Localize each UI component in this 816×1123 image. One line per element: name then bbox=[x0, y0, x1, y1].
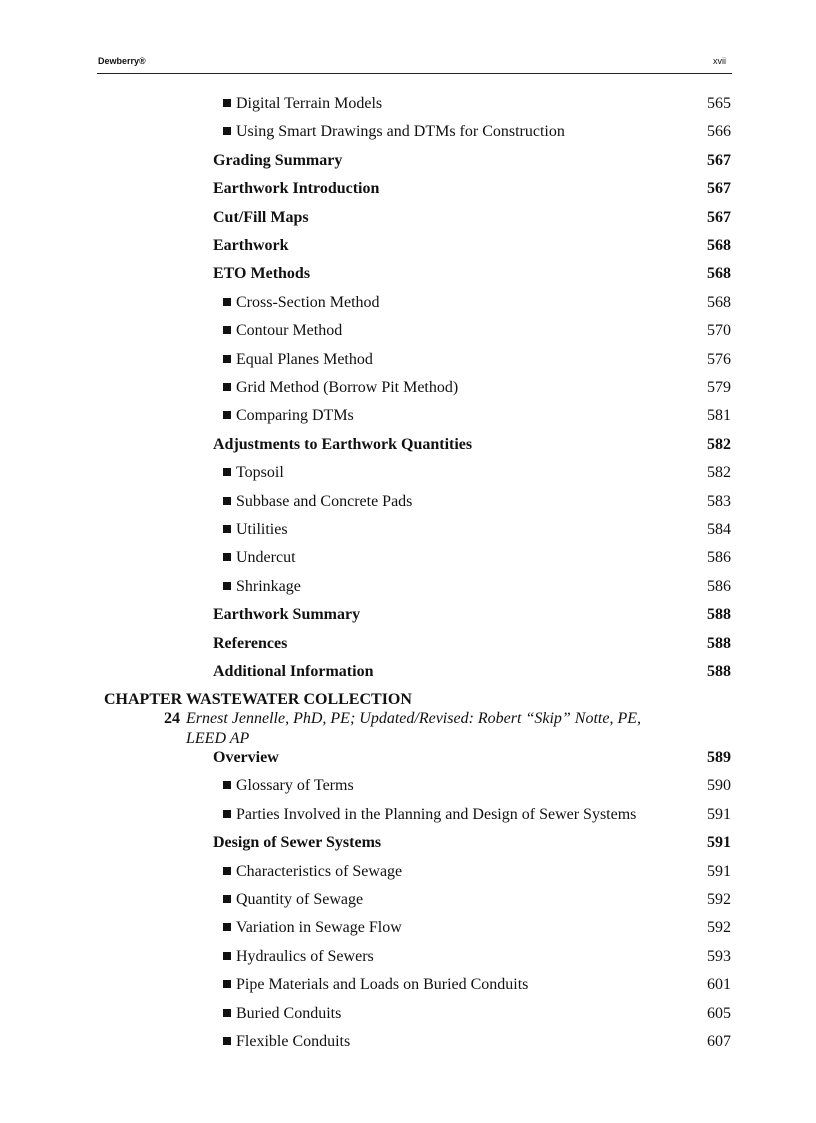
toc-entry-label: Glossary of Terms bbox=[236, 777, 354, 795]
toc-entry-page: 605 bbox=[707, 1004, 731, 1022]
toc-entry-title bbox=[223, 861, 402, 883]
toc-entry-page: 607 bbox=[707, 1033, 731, 1050]
toc-entry-title bbox=[213, 633, 287, 655]
toc-entry-page: 588 bbox=[707, 634, 731, 652]
toc-entry-page: 591 bbox=[707, 805, 731, 823]
toc-entry-label: Earthwork Summary bbox=[213, 606, 361, 624]
toc-entry-page: 568 bbox=[707, 265, 731, 283]
bullet-icon bbox=[223, 980, 231, 988]
toc-entry-title bbox=[223, 804, 636, 826]
toc-entry-page: 584 bbox=[707, 521, 731, 538]
bullet-icon bbox=[223, 1009, 231, 1017]
toc-entry-title bbox=[223, 576, 301, 598]
toc-entry-label: Using Smart Drawings and DTMs for Construction bbox=[236, 123, 565, 141]
bullet-icon bbox=[223, 553, 231, 561]
toc-entry-label: References bbox=[213, 634, 288, 652]
toc-entry-title bbox=[213, 263, 310, 285]
bullet-icon bbox=[223, 810, 231, 818]
toc-entry bbox=[223, 861, 731, 883]
bullet-icon bbox=[223, 468, 231, 476]
toc-entry-label: Contour Method bbox=[236, 322, 343, 340]
toc-entry bbox=[223, 491, 731, 513]
toc-entry bbox=[223, 93, 731, 115]
toc-entry bbox=[223, 576, 731, 598]
toc-entry-title bbox=[223, 1031, 350, 1053]
toc-entry-label: Buried Conduits bbox=[236, 1004, 342, 1022]
bullet-icon bbox=[223, 867, 231, 875]
toc-entry-label: Design of Sewer Systems bbox=[213, 834, 382, 852]
toc-entry-title bbox=[223, 889, 363, 911]
bullet-icon bbox=[223, 127, 231, 135]
bullet-icon bbox=[223, 298, 231, 306]
toc-entry-page: 582 bbox=[707, 464, 731, 482]
toc-entry-title bbox=[213, 207, 309, 229]
toc-entry-page: 581 bbox=[707, 407, 731, 425]
toc-entry-label: Topsoil bbox=[236, 464, 284, 482]
toc-entry-page: 591 bbox=[707, 862, 731, 880]
bullet-icon bbox=[223, 1037, 231, 1045]
page-number: xvii bbox=[713, 56, 726, 66]
toc-entry-page: 586 bbox=[707, 577, 731, 595]
toc-entry-page: 579 bbox=[707, 379, 731, 396]
toc-entry-label: Comparing DTMs bbox=[236, 407, 354, 425]
toc-entry-title bbox=[213, 235, 289, 257]
toc-entry-page: 589 bbox=[707, 749, 731, 766]
bullet-icon bbox=[223, 895, 231, 903]
toc-entry bbox=[223, 320, 731, 342]
toc-entry bbox=[223, 462, 731, 484]
toc-entry-page: 576 bbox=[707, 350, 731, 368]
toc-entry-page: 567 bbox=[707, 180, 731, 198]
bullet-icon bbox=[223, 355, 231, 363]
toc-entry-page: 592 bbox=[707, 891, 731, 908]
toc-entry-label: Equal Planes Method bbox=[236, 350, 373, 368]
toc-entry-title bbox=[213, 178, 379, 200]
toc-entry bbox=[223, 547, 731, 569]
toc-entry-label: Grading Summary bbox=[213, 151, 343, 169]
toc-entry-page: 588 bbox=[707, 663, 731, 680]
toc-entry bbox=[223, 377, 731, 399]
bullet-icon bbox=[223, 781, 231, 789]
toc-entry-title bbox=[213, 661, 373, 683]
toc-entry bbox=[223, 889, 731, 911]
toc-entry-label: Undercut bbox=[236, 549, 296, 567]
toc-entry-label: Additional Information bbox=[213, 663, 374, 680]
toc-entry-title bbox=[223, 93, 382, 115]
running-header bbox=[98, 56, 732, 70]
toc-entry-title bbox=[223, 491, 412, 513]
toc-entry-title bbox=[213, 434, 472, 456]
toc-entry-label: Cut/Fill Maps bbox=[213, 208, 309, 226]
toc-entry bbox=[213, 661, 731, 683]
toc-entry-label: Quantity of Sewage bbox=[236, 891, 364, 908]
toc-entry-title bbox=[223, 974, 528, 996]
toc-entry-title bbox=[213, 150, 342, 172]
toc-entry-title bbox=[223, 292, 380, 314]
toc-entry bbox=[223, 917, 731, 939]
toc-entry-label: Earthwork bbox=[213, 237, 289, 254]
bullet-icon bbox=[223, 99, 231, 107]
authors-line-2: LEED AP bbox=[186, 730, 250, 747]
toc-entry bbox=[223, 804, 731, 826]
header-rule bbox=[97, 73, 732, 74]
toc-entry-title bbox=[223, 917, 402, 939]
toc-entry-label: Pipe Materials and Loads on Buried Conduits bbox=[236, 976, 529, 994]
toc-entry-title bbox=[223, 1003, 341, 1025]
toc-entry-page: 586 bbox=[707, 549, 731, 567]
toc-entry bbox=[213, 633, 731, 655]
toc-entry-page: 583 bbox=[707, 492, 731, 510]
toc-entry bbox=[213, 434, 731, 456]
toc-entry-title bbox=[223, 349, 373, 371]
bullet-icon bbox=[223, 525, 231, 533]
toc-entry-label: Utilities bbox=[236, 521, 288, 538]
toc-entry-label: Grid Method (Borrow Pit Method) bbox=[236, 379, 459, 396]
publisher-name: Dewberry® bbox=[98, 56, 146, 66]
bullet-icon bbox=[223, 497, 231, 505]
toc-entry bbox=[213, 832, 731, 854]
toc-entry-page: 593 bbox=[707, 947, 731, 965]
toc-entry-page: 565 bbox=[707, 95, 731, 112]
toc-entry bbox=[223, 519, 731, 541]
bullet-icon bbox=[223, 923, 231, 931]
toc-entry-label: Earthwork Introduction bbox=[213, 180, 380, 198]
toc-entry-page: 567 bbox=[707, 151, 731, 169]
toc-entry bbox=[223, 946, 731, 968]
toc-entry-page: 591 bbox=[707, 834, 731, 852]
toc-entry-title bbox=[223, 462, 284, 484]
bullet-icon bbox=[223, 411, 231, 419]
bullet-icon bbox=[223, 952, 231, 960]
toc-entry-page: 568 bbox=[707, 293, 731, 311]
toc-entry bbox=[223, 292, 731, 314]
toc-entry-page: 592 bbox=[707, 919, 731, 937]
toc-entry-title bbox=[213, 832, 381, 854]
toc-entry-title bbox=[223, 519, 288, 541]
toc-entry bbox=[213, 207, 731, 229]
toc-entry-page: 582 bbox=[707, 435, 731, 453]
toc-entry bbox=[223, 1003, 731, 1025]
toc-entry bbox=[213, 747, 731, 769]
toc-entry-title bbox=[213, 747, 279, 769]
toc-entry-page: 567 bbox=[707, 208, 731, 226]
toc-entry-label: Subbase and Concrete Pads bbox=[236, 492, 413, 510]
toc-entry-page: 570 bbox=[707, 322, 731, 340]
toc-entry-title bbox=[223, 775, 354, 797]
toc-entry bbox=[223, 405, 731, 427]
toc-entry-label: Overview bbox=[213, 749, 279, 766]
toc-entry bbox=[213, 263, 731, 285]
toc-entry-page: 566 bbox=[707, 123, 731, 141]
toc-entry bbox=[213, 150, 731, 172]
toc-entry bbox=[213, 604, 731, 626]
toc-entry bbox=[213, 235, 731, 257]
toc-entry-label: ETO Methods bbox=[213, 265, 311, 283]
toc-entry-title bbox=[223, 320, 342, 342]
bullet-icon bbox=[223, 326, 231, 334]
toc-entry-title bbox=[223, 121, 565, 143]
toc-entry-title bbox=[223, 946, 374, 968]
authors-line-1: Ernest Jennelle, PhD, PE; Updated/Revised: Robert “Skip” Notte, PE, bbox=[186, 710, 641, 727]
toc-entry-label: Shrinkage bbox=[236, 577, 301, 595]
toc-entry-label: Adjustments to Earthwork Quantities bbox=[213, 435, 473, 453]
toc-entry bbox=[223, 775, 731, 797]
toc-entry-page: 601 bbox=[707, 976, 731, 994]
bullet-icon bbox=[223, 582, 231, 590]
chapter-title: CHAPTER WASTEWATER COLLECTION bbox=[104, 691, 412, 708]
toc-entry bbox=[223, 1031, 731, 1053]
toc-entry bbox=[223, 974, 731, 996]
toc-entry-page: 588 bbox=[707, 606, 731, 624]
bullet-icon bbox=[223, 383, 231, 391]
toc-entry bbox=[223, 121, 731, 143]
toc-entry bbox=[213, 178, 731, 200]
toc-entry-page: 568 bbox=[707, 237, 731, 254]
chapter-number: 24 bbox=[164, 710, 180, 727]
toc-entry-page: 590 bbox=[707, 777, 731, 795]
toc-entry-label: Digital Terrain Models bbox=[236, 95, 383, 112]
toc-entry-label: Flexible Conduits bbox=[236, 1033, 351, 1050]
toc-entry-title bbox=[213, 604, 360, 626]
toc-entry bbox=[223, 349, 731, 371]
toc-entry-label: Characteristics of Sewage bbox=[236, 862, 403, 880]
toc-entry-title bbox=[223, 405, 354, 427]
toc-entry-title bbox=[223, 547, 296, 569]
toc-entry-label: Parties Involved in the Planning and Design of Sewer Systems bbox=[236, 805, 637, 823]
toc-entry-label: Hydraulics of Sewers bbox=[236, 947, 374, 965]
toc-entry-title bbox=[223, 377, 458, 399]
toc-entry-label: Variation in Sewage Flow bbox=[236, 919, 402, 937]
toc-entry-label: Cross-Section Method bbox=[236, 293, 380, 311]
